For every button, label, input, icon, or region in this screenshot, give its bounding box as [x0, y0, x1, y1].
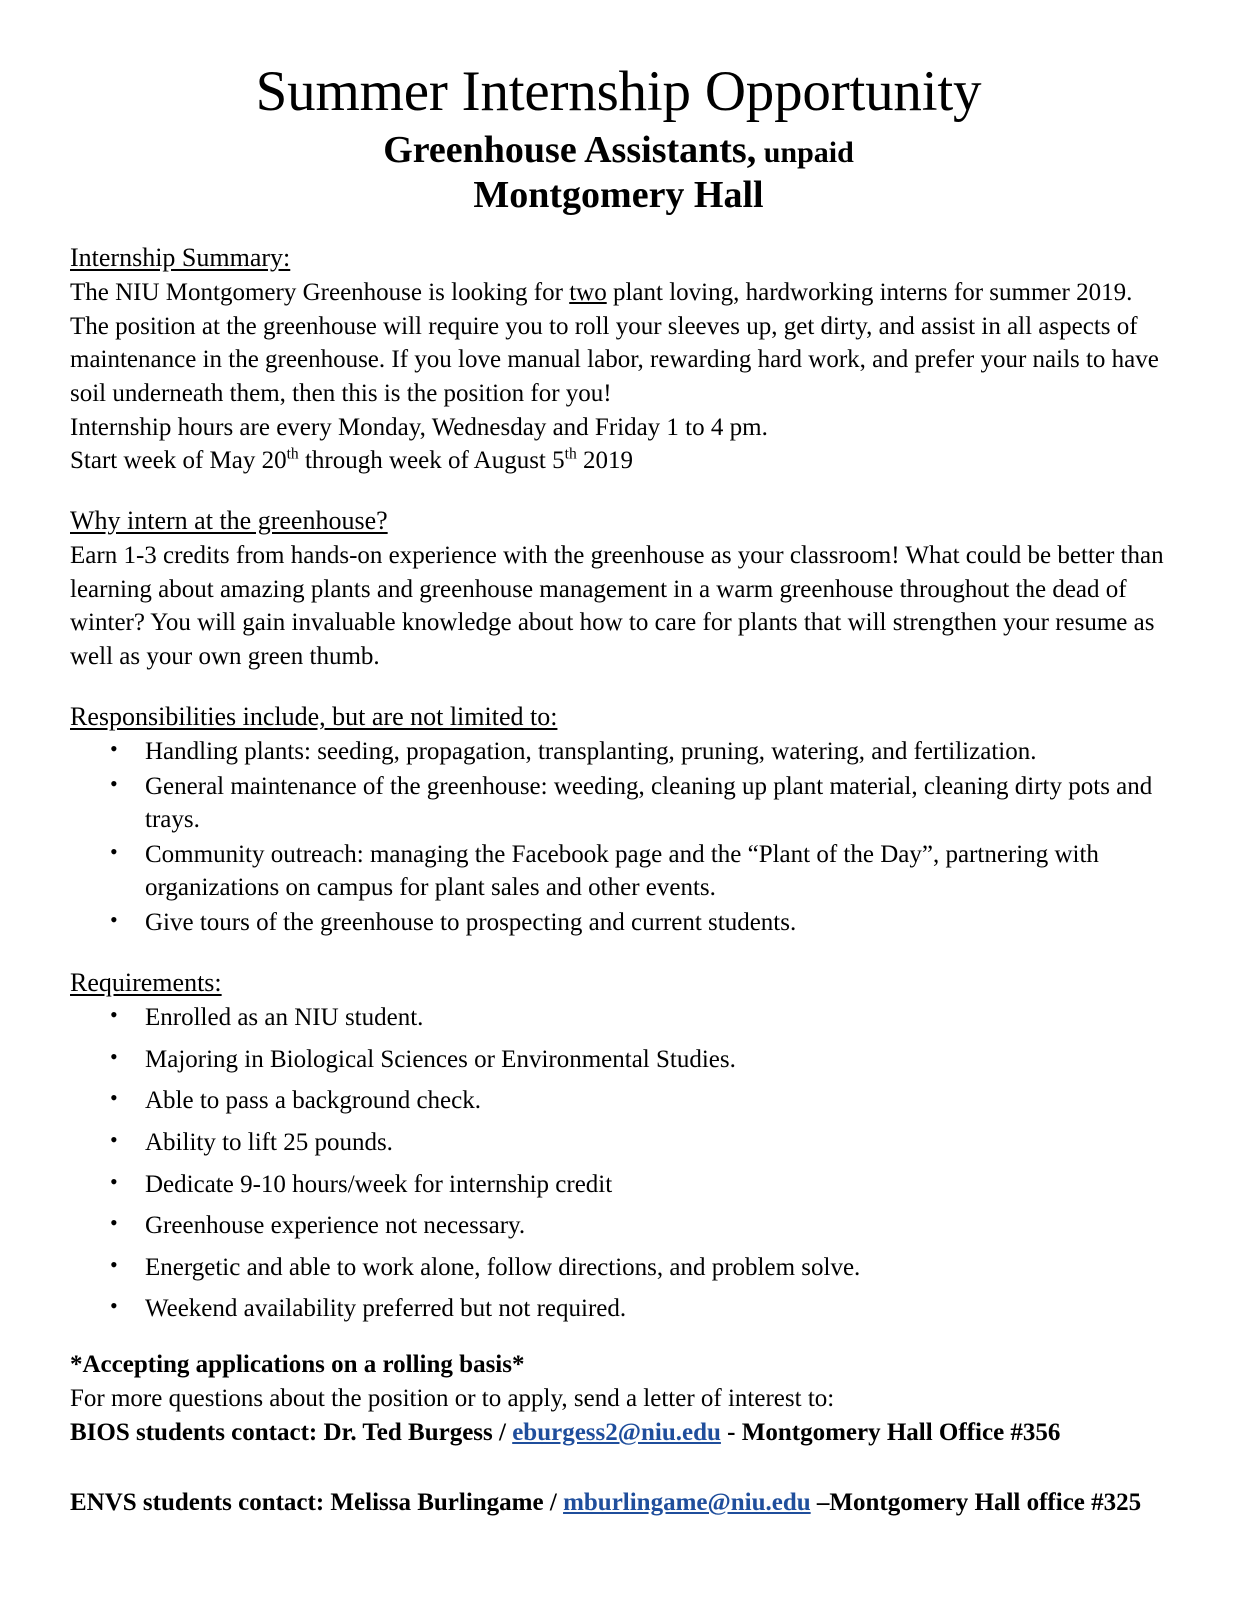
list-item: • Greenhouse experience not necessary. [70, 1209, 1167, 1243]
section-why-intern [70, 504, 1167, 674]
summary-text-before-two: The NIU Montgomery Greenhouse is looking for [70, 279, 570, 307]
dates-start-text: Start week of May 20 [70, 447, 287, 475]
envs-email-link[interactable]: mburlingame@niu.edu [563, 1489, 811, 1516]
section-internship-summary [70, 241, 1167, 478]
page-title: Summer Internship Opportunity [255, 60, 982, 123]
section-responsibilities [70, 700, 1167, 940]
section-contact-footer [70, 1348, 1167, 1520]
envs-contact-prefix: ENVS students contact: Melissa Burlingame / [70, 1489, 564, 1516]
list-item: • Ability to lift 25 pounds. [70, 1126, 1167, 1160]
responsibilities-list [70, 735, 1167, 940]
summary-hours-line: Internship hours are every Monday, Wednesday and Friday 1 to 4 pm. [70, 413, 768, 441]
subtitle-unpaid [756, 136, 764, 169]
section-heading-why-intern: Why intern at the greenhouse? [70, 505, 388, 535]
document-subtitle-location: Montgomery Hall [473, 173, 764, 216]
section-heading-responsibilities: Responsibilities include, but are not limited to: [70, 701, 558, 731]
section-heading-requirements: Requirements: [70, 967, 222, 997]
subtitle-role-bold: Greenhouse Assistants, [383, 129, 757, 172]
dates-ordinal-first: th [286, 446, 299, 463]
contact-line-bios [70, 1416, 1167, 1450]
rolling-basis-note: *Accepting applications on a rolling basis* [70, 1351, 525, 1378]
summary-dates-line [70, 444, 1167, 478]
list-item: • Weekend availability preferred but not required. [70, 1292, 1167, 1326]
list-item: • Able to pass a background check. [70, 1084, 1167, 1118]
summary-paragraph [70, 276, 1167, 411]
summary-text-after-two: plant loving, hardworking interns for summer 2019. The position at the greenhouse will require you to roll your sleeves up, get dirty, and assist in all aspects of maintenance in the greenhouse. If you love manual labor, rewarding hard work, and prefer your nails to have soil underneath them, then this is the position for you! [70, 279, 1159, 408]
envs-contact-suffix: –Montgomery Hall office #325 [810, 1489, 1142, 1516]
list-item: • General maintenance of the greenhouse: weeding, cleaning up plant material, cleaning dirty pots and trays. [70, 770, 1167, 837]
contact-line-envs [70, 1486, 1167, 1520]
list-item: • Handling plants: seeding, propagation, transplanting, pruning, watering, and fertilization. [70, 735, 1167, 769]
list-item: • Community outreach: managing the Facebook page and the “Plant of the Day”, partnering with organizations on campus for plant sales and other events. [70, 838, 1167, 905]
section-requirements [70, 966, 1167, 1326]
more-questions-note: For more questions about the position or to apply, send a letter of interest to: [70, 1385, 835, 1412]
why-intern-paragraph: Earn 1-3 credits from hands-on experience with the greenhouse as your classroom! What could be better than learning about amazing plants and greenhouse management in a warm greenhouse throughout the dead of winter? You will gain invaluable knowledge about how to care for plants that will strengthen your resume as well as your own green thumb. [70, 542, 1164, 671]
list-item: • Majoring in Biological Sciences or Environmental Studies. [70, 1043, 1167, 1077]
dates-year-text: 2019 [576, 447, 633, 475]
summary-emphasis-two: two [569, 279, 607, 307]
dates-middle-text: through week of August 5 [298, 447, 565, 475]
list-item: • Dedicate 9-10 hours/week for internship credit [70, 1168, 1167, 1202]
list-item: • Enrolled as an NIU student. [70, 1001, 1167, 1035]
list-item: • Give tours of the greenhouse to prospecting and current students. [70, 906, 1167, 940]
dates-ordinal-second: th [564, 446, 577, 463]
requirements-list [70, 1001, 1167, 1326]
bios-contact-prefix: BIOS students contact: Dr. Ted Burgess / [70, 1419, 513, 1446]
bios-contact-suffix: - Montgomery Hall Office #356 [720, 1419, 1061, 1446]
document-subtitle-role [70, 130, 1167, 170]
subtitle-unpaid-label: unpaid [763, 136, 854, 170]
bios-email-link[interactable]: eburgess2@niu.edu [512, 1419, 721, 1446]
document-title-block [70, 0, 1167, 215]
section-heading-internship-summary: Internship Summary: [70, 242, 291, 272]
list-item: • Energetic and able to work alone, follow directions, and problem solve. [70, 1251, 1167, 1285]
